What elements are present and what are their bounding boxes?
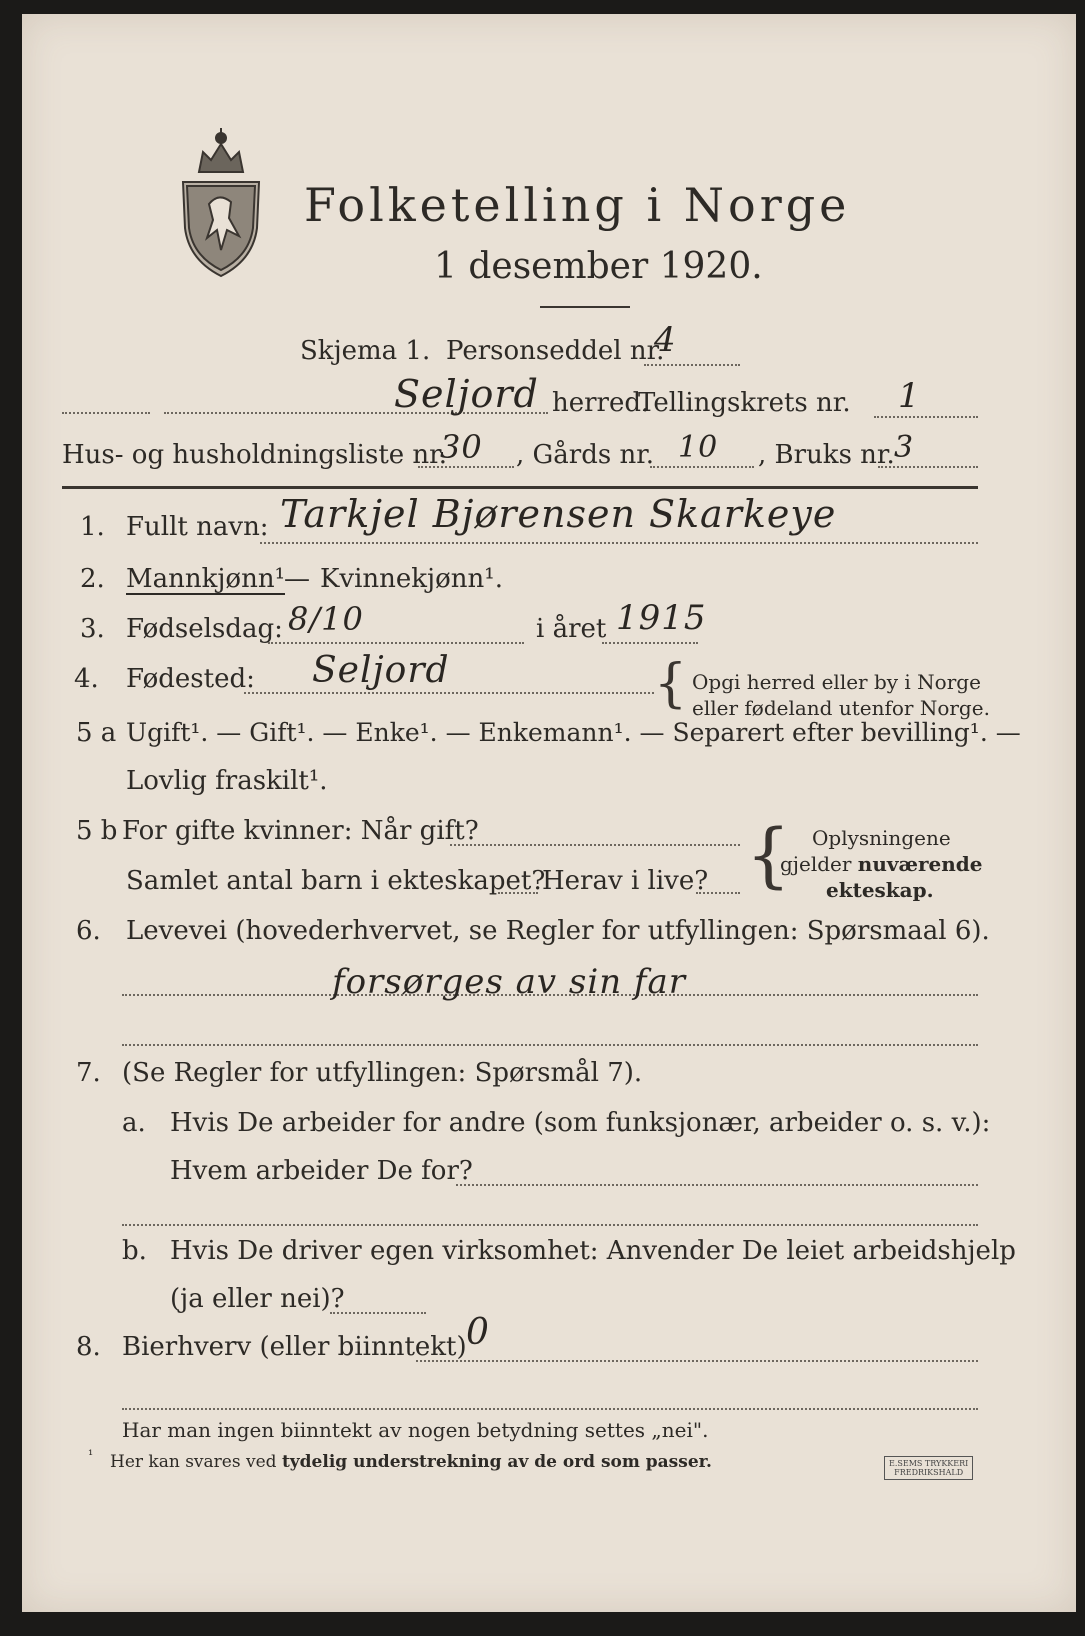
bruks-value: 3 [894,430,915,465]
census-date: 1 desember 1920. [434,246,763,287]
q4-note-line1: Opgi herred eller by i Norge [692,670,981,694]
form-title: Folketelling i Norge [304,178,851,232]
q3-day-line [268,642,524,644]
q5b-number: 5 b [76,816,118,846]
tellingskrets-line [874,416,978,418]
q4-note-line2: eller fødeland utenfor Norge. [692,696,990,720]
herred-pre-line [62,412,150,414]
q5a-number: 5 a [76,718,117,748]
q5b-line2b: Herav i live? [542,866,709,896]
gards-label: , Gårds nr. [516,440,655,470]
bruks-label: , Bruks nr. [758,440,895,470]
q7b-line2: (ja eller nei)? [170,1284,345,1314]
q3-number: 3. [80,614,105,644]
footnote-bold: tydelig understrekning av de ord som passer. [281,1452,712,1472]
q5b-line2a: Samlet antal barn i ekteskapet? [126,866,546,896]
gards-value: 10 [678,430,719,465]
q2-number: 2. [80,564,105,594]
occupation-value: forsørges av sin far [332,962,687,1002]
q7a-letter: a. [122,1108,146,1138]
tellingskrets-label: Tellingskrets nr. [638,388,851,418]
full-name-value: Tarkjel Bjørensen Skarkeye [280,492,837,536]
footnote-plain: Her kan svares ved [110,1452,282,1472]
census-form [22,14,1076,1612]
birthplace-value: Seljord [312,650,450,691]
q7b-line [330,1312,426,1314]
birthday-value: 8/10 [288,600,364,638]
q5b-note-line2b: nuværende [857,852,983,876]
printer-stamp [884,1456,973,1480]
q8-number: 8. [76,1332,101,1362]
q5b-married-line [450,844,740,846]
bruks-line [878,466,978,468]
stamp-line2: FREDRIKSHALD [894,1468,964,1477]
coat-of-arms-icon [179,126,263,278]
q2-separator: — [284,564,310,594]
q3-year-label: i året [536,614,607,644]
q8-line2 [122,1408,978,1410]
q4-label: Fødested: [126,664,255,694]
q6-number: 6. [76,916,101,946]
q1-line [260,542,978,544]
q5b-note-line2 [780,852,983,876]
q1-number: 1. [80,512,105,542]
q5b-alive-line [696,892,740,894]
q7a-line2: Hvem arbeider De for? [170,1156,473,1186]
title-divider [540,306,630,308]
q7b-letter: b. [122,1236,147,1266]
footnote [110,1452,712,1472]
q7a-employer-line [456,1184,978,1186]
footnote-mark: ¹ [88,1448,94,1463]
q6-line2 [122,1044,978,1046]
q2-kvinnekjonn: Kvinnekjønn¹. [320,564,503,594]
tellingskrets-value: 1 [898,376,921,416]
q4-number: 4. [74,664,99,694]
q5b-line1: For gifte kvinner: Når gift? [122,816,479,846]
q8-line [416,1360,978,1362]
q3-year-line [602,642,698,644]
skjema-label: Skjema 1. [300,336,431,366]
herred-value: Seljord [394,372,539,416]
q4-line [244,692,654,694]
q4-brace: { [654,654,688,714]
q7a-line1: Hvis De arbeider for andre (som funksjonær, arbeider o. s. v.): [170,1108,991,1138]
q8-label: Bierhverv (eller biinntekt) [122,1332,467,1362]
q7a-line-extra [122,1224,978,1226]
q5b-brace: { [746,814,791,896]
husliste-label: Hus- og husholdningsliste nr. [62,440,448,470]
q7-number: 7. [76,1058,101,1088]
q2-mannkjonn: Mannkjønn¹ [126,564,285,594]
personseddel-label: Personseddel nr. [446,336,665,366]
q6-label: Levevei (hovederhvervet, se Regler for utfyllingen: Spørsmaal 6). [126,916,990,946]
q1-label: Fullt navn: [126,512,269,542]
side-income-value: 0 [466,1312,490,1353]
q5b-note-line1: Oplysningene [812,826,951,850]
q5a-line2: Lovlig fraskilt¹. [126,766,328,796]
husliste-line [418,466,514,468]
q7-label: (Se Regler for utfyllingen: Spørsmål 7). [122,1058,643,1088]
q5b-children-line [498,892,538,894]
footer-note: Har man ingen biinntekt av nogen betydning settes „nei". [122,1418,709,1442]
husliste-value: 30 [440,428,483,466]
gards-line [650,466,754,468]
q5b-note-line2a: gjelder [780,852,858,876]
q7b-line1: Hvis De driver egen virksomhet: Anvender De leiet arbeidshjelp [170,1236,1016,1266]
header-rule [62,486,978,489]
personseddel-line [644,364,740,366]
q3-label: Fødselsdag: [126,614,283,644]
herred-label: herred. [552,388,650,418]
q5a-line1: Ugift¹. — Gift¹. — Enke¹. — Enkemann¹. — Separert efter bevilling¹. — [126,718,1021,747]
stamp-line1: E.SEMS TRYKKERI [889,1459,969,1468]
q5b-note-line3: ekteskap. [826,878,934,902]
personseddel-value: 4 [654,320,677,360]
birth-year-value: 1915 [616,598,707,638]
